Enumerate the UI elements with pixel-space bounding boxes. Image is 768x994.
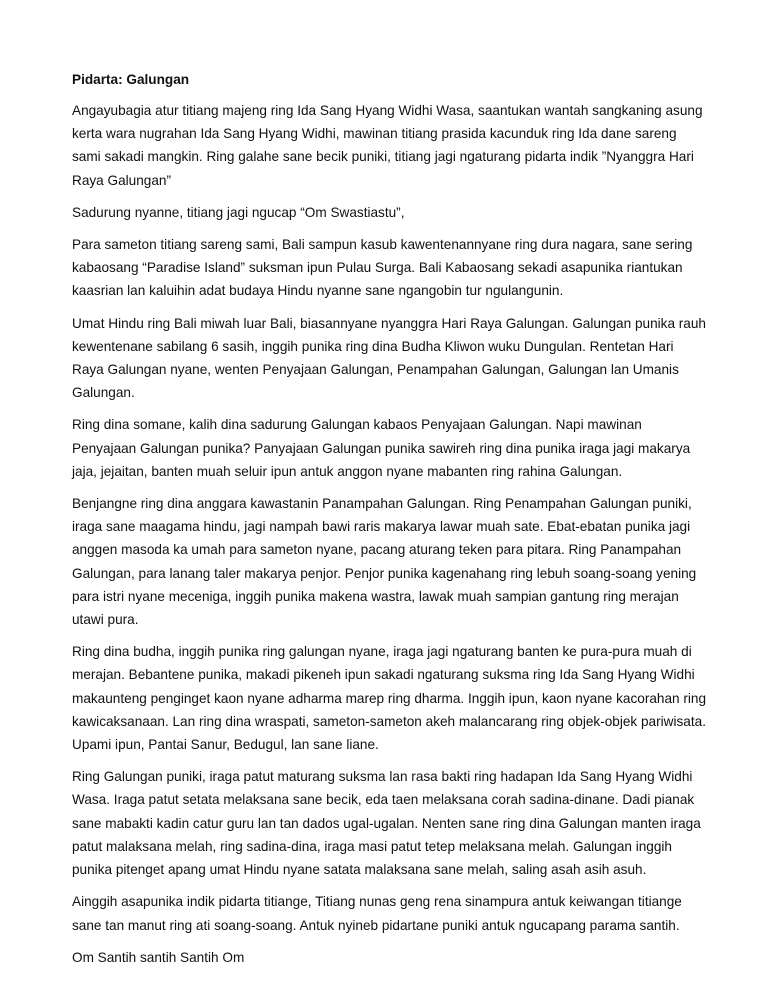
paragraph-opening: Angayubagia atur titiang majeng ring Ida Sang Hyang Widhi Wasa, saantukan wantah sangkaning asung kerta wara nugrahan Ida Sang Hyang Widhi, mawinan titiang prasida kacunduk ring Ida dane sareng sami sakadi mangkin. Ring galahe sane becik puniki, titiang jagi ngaturang pidarta indik ”Nyanggra Hari Raya Galungan” bbox=[72, 103, 703, 188]
document-title: Pidarta: Galungan bbox=[72, 72, 190, 87]
paragraph-galungan-day: Ring dina budha, inggih punika ring galungan nyane, iraga jagi ngaturang banten ke pura-pura muah di merajan. Bebantene punika, makadi pikeneh ipun sakadi ngaturang suksma ring Ida Sang Hyang Widhi makaunteng penginget kaon nyane adharma marep ring dharma. Inggih ipun, kaon nyane kacorahan ring kawicaksanaan. Lan ring dina wraspati, sameton-sameton akeh malancarang ring objek-objek pariwisata. Upami ipun, Pantai Sanur, Bedugul, lan sane liane. bbox=[72, 644, 707, 753]
paragraph-penampahan: Benjangne ring dina anggara kawastanin Panampahan Galungan. Ring Penampahan Galungan puniki, iraga sane maagama hindu, jagi nampah bawi raris makarya lawar muah sate. Ebat-ebatan punika jagi anggen masoda ka umah para sameton nyane, pacang aturang teken para pitara. Ring Panampahan Galungan, para lanang taler makarya penjor. Penjor punika kagenahang ring lebuh soang-soang yening para istri nyane meceniga, inggih punika makena wastra, lawak muah sampian gantung ring merajan utawi pura. bbox=[72, 496, 697, 628]
paragraph-farewell: Om Santih santih Santih Om bbox=[72, 949, 245, 965]
paragraph-greeting: Sadurung nyanne, titiang jagi ngucap “Om Swastiastu”, bbox=[72, 204, 405, 220]
paragraph-bali: Para sameton titiang sareng sami, Bali sampun kasub kawentenannyane ring dura nagara, sane sering kabaosang “Paradise Island” suksman ipun Pulau Surga. Bali Kabaosang sekadi asapunika riantukan kaasrian lan kaluihin adat budaya Hindu nyanne sane ngangobin tur ngulangunin. bbox=[72, 237, 693, 299]
paragraph-closing: Ainggih asapunika indik pidarta titiange, Titiang nunas geng rena sinampura antuk keiwangan titiange sane tan manut ring ati soang-soang. Antuk nyineb pidartane puniki antuk ngucapang parama santih. bbox=[72, 894, 682, 933]
paragraph-reflection: Ring Galungan puniki, iraga patut maturang suksma lan rasa bakti ring hadapan Ida Sang Hyang Widhi Wasa. Iraga patut setata melaksana sane becik, eda taen melaksana corah sadina-dinane. Dadi pianak sane mabakti kadin catur guru lan tan dados ugal-ugalan. Nenten sane ring dina Galungan manten iraga patut malaksana melah, ring sadina-dina, iraga masi patut tetep melaksana melah. Galungan inggih punika pitenget apang umat Hindu nyane satata malaksana sane melah, saling asah asih asuh. bbox=[72, 769, 701, 878]
document-page bbox=[72, 70, 708, 978]
paragraph-galungan-schedule: Umat Hindu ring Bali miwah luar Bali, biasannyane nyanggra Hari Raya Galungan. Galungan punika rauh kewentenane sabilang 6 sasih, inggih punika ring dina Budha Kliwon wuku Dungulan. Rentetan Hari Raya Galungan nyane, wenten Penyajaan Galungan, Penampahan Galungan, Galungan lan Umanis Galungan. bbox=[72, 315, 706, 401]
paragraph-penyajaan: Ring dina somane, kalih dina sadurung Galungan kabaos Penyajaan Galungan. Napi mawinan Penyajaan Galungan punika? Panyajaan Galungan punika sawireh ring dina punika iraga jagi makarya jaja, jejaitan, banten muah seluir ipun antuk anggon nyane mabanten ring rahina Galungan. bbox=[72, 417, 691, 479]
